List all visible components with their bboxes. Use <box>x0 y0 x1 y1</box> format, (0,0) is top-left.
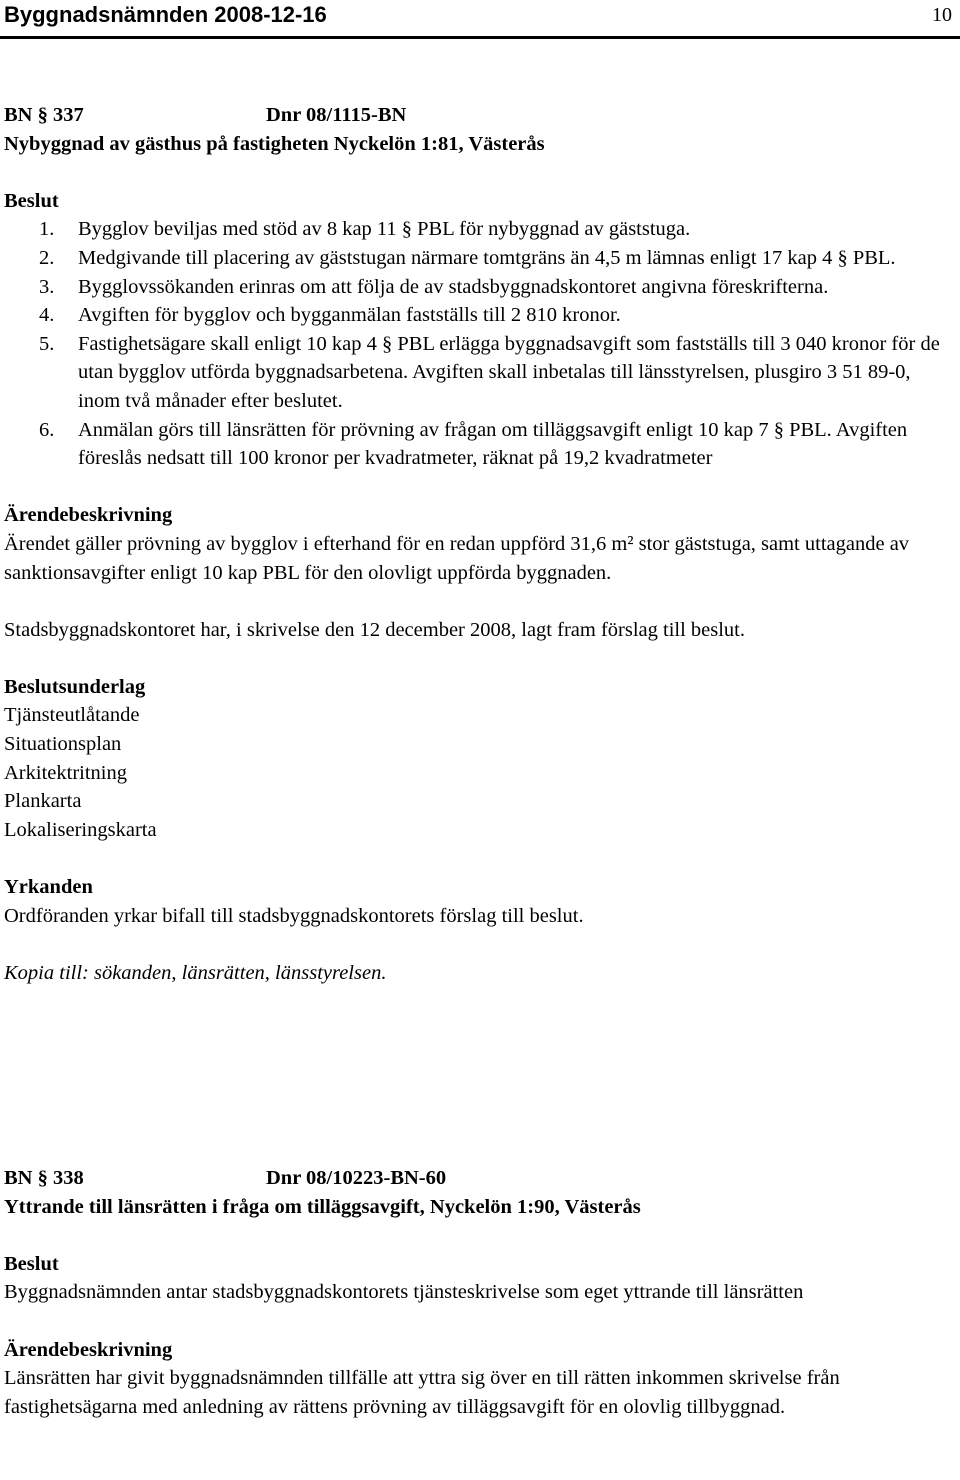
decision-item <box>4 244 954 273</box>
case-337-decision-list <box>4 215 954 472</box>
underlag-item: Tjänsteutlåtande <box>4 704 140 727</box>
case-337-title: Nybyggnad av gästhus på fastigheten Nyckelön 1:81, Västerås <box>4 132 545 155</box>
page-number: 10 <box>932 4 952 26</box>
case-338-arende-text: Länsrätten har givit byggnadsnämnden tillfälle att yttra sig över en till rätten inkommen skrivelse från fastighetsägarna med anledning av rättens prövning av tilläggsavgift för en olovlig tillbyggnad. <box>4 1367 840 1418</box>
case-338-id-row <box>4 1164 954 1193</box>
header-divider <box>0 36 960 39</box>
case-338-arende-heading: Ärendebeskrivning <box>4 1338 173 1361</box>
decision-item-number: 5. <box>39 332 55 355</box>
case-338-beslut-text: Byggnadsnämnden antar stadsbyggnadskontorets tjänsteskrivelse som eget yttrande till länsrätten <box>4 1281 804 1304</box>
decision-item <box>4 273 954 302</box>
decision-item <box>4 301 954 330</box>
case-337-arende-heading: Ärendebeskrivning <box>4 504 173 527</box>
case-337-beslut-heading: Beslut <box>4 189 59 212</box>
case-337-yrkanden-text: Ordföranden yrkar bifall till stadsbyggnadskontorets förslag till beslut. <box>4 904 584 927</box>
decision-item-text: Anmälan görs till länsrätten för prövning av frågan om tilläggsavgift enligt 10 kap 7 § PBL. Avgiften föreslås nedsatt till 100 kronor per kvadratmeter, räknat på 19,2 kvadratmeter <box>78 418 908 470</box>
case-337-kopia-text: Kopia till: sökanden, länsrätten, länsstyrelsen. <box>4 961 387 984</box>
decision-item-number: 1. <box>39 218 55 241</box>
case-337-underlag-heading: Beslutsunderlag <box>4 675 146 698</box>
case-338-dnr: Dnr 08/10223-BN-60 <box>266 1167 447 1189</box>
header-title: Byggnadsnämnden 2008-12-16 <box>4 2 327 27</box>
case-338-title: Yttrande till länsrätten i fråga om tilläggsavgift, Nyckelön 1:90, Västerås <box>4 1195 641 1218</box>
underlag-item: Plankarta <box>4 790 82 813</box>
case-337-stadsbyggnad-text: Stadsbyggnadskontoret har, i skrivelse den 12 december 2008, lagt fram förslag till beslut. <box>4 618 745 641</box>
case-337-arende-text: Ärendet gäller prövning av bygglov i efterhand för en redan uppförd 31,6 m² stor gäststuga, samt uttagande av sanktionsavgifter enligt 10 kap PBL för den olovligt uppförda byggnaden. <box>4 532 910 584</box>
case-337-bn-label: BN § 337 <box>4 104 84 126</box>
decision-item-text: Medgivande till placering av gäststugan närmare tomtgräns än 4,5 m lämnas enligt 17 kap 4 § PBL. <box>78 246 896 269</box>
decision-item-number: 2. <box>39 246 55 269</box>
decision-item-text: Bygglovssökanden erinras om att följa de av stadsbyggnadskontoret angivna föreskrifterna. <box>78 275 829 298</box>
decision-item <box>4 330 954 416</box>
decision-item-text: Avgiften för bygglov och bygganmälan fastställs till 2 810 kronor. <box>78 304 621 327</box>
underlag-item: Situationsplan <box>4 733 122 756</box>
decision-item <box>4 215 954 244</box>
decision-item-number: 4. <box>39 304 55 327</box>
underlag-item: Lokaliseringskarta <box>4 818 157 841</box>
case-337-id-row <box>4 101 954 130</box>
decision-item-number: 6. <box>39 418 55 441</box>
decision-item-number: 3. <box>39 275 55 298</box>
case-338-beslut-heading: Beslut <box>4 1252 59 1275</box>
underlag-item: Arkitektritning <box>4 761 127 784</box>
decision-item-text: Bygglov beviljas med stöd av 8 kap 11 § PBL för nybyggnad av gäststuga. <box>78 218 691 241</box>
decision-item-text: Fastighetsägare skall enligt 10 kap 4 § PBL erlägga byggnadsavgift som fastställs till 3 040 kronor för de utan bygglov utförda byggnadsarbetena. Avgiften skall inbetalas till länsstyrelsen, plusgiro 3 51 89-0, inom två månader efter beslutet. <box>78 332 940 412</box>
case-338 <box>4 1164 954 1421</box>
case-337 <box>4 101 954 987</box>
case-337-yrkanden-heading: Yrkanden <box>4 876 93 899</box>
case-338-bn-label: BN § 338 <box>4 1167 84 1189</box>
decision-item <box>4 416 954 473</box>
case-337-dnr: Dnr 08/1115-BN <box>266 104 407 126</box>
